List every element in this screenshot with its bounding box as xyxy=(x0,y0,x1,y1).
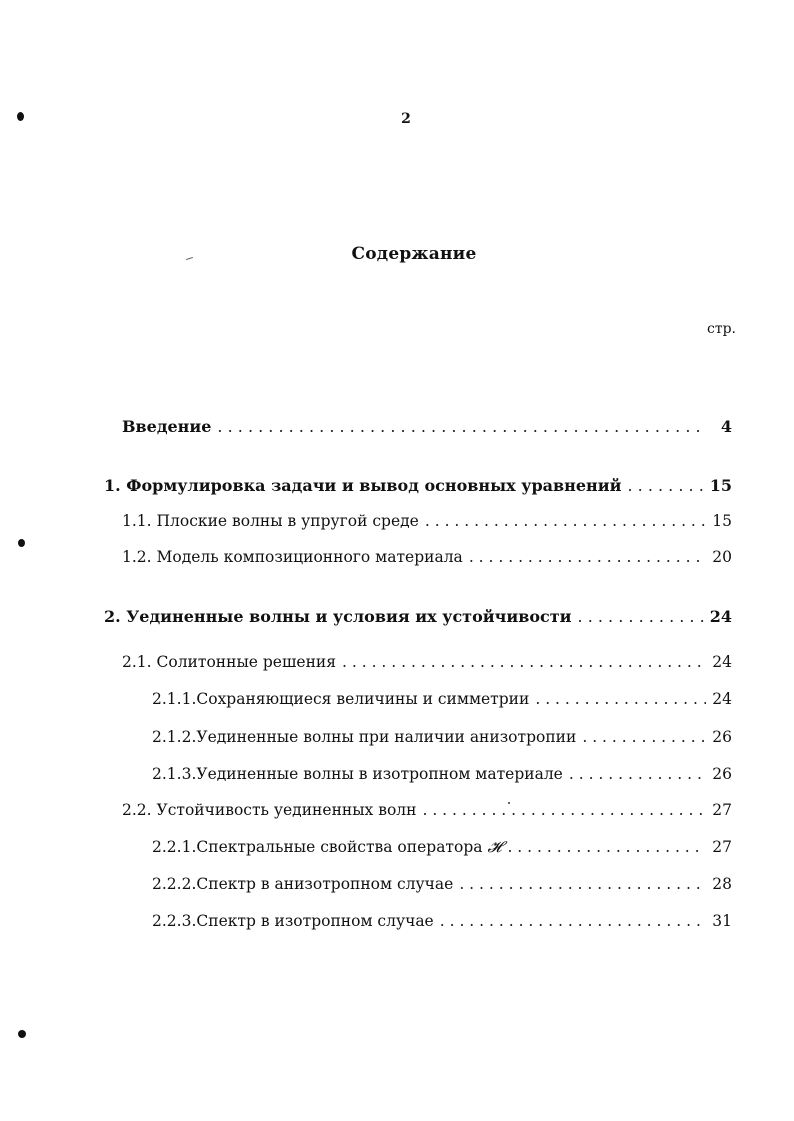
toc-entry-section-1-2[interactable] xyxy=(122,548,732,570)
dot-leader xyxy=(578,607,706,626)
toc-entry-page: 31 xyxy=(712,912,732,930)
toc-entry-section-2-2[interactable] xyxy=(122,801,732,823)
toc-entry-subsection-2-2-2[interactable] xyxy=(152,875,732,897)
toc-entry-title: Плоские волны в упругой среде xyxy=(156,512,419,530)
page-title: Содержание xyxy=(351,244,477,264)
dot-leader xyxy=(425,512,706,530)
toc-entry-title: Уединенные волны в изотропном материале xyxy=(196,765,563,783)
dot-leader xyxy=(507,838,706,856)
toc-entry-subsection-2-2-1[interactable] xyxy=(152,838,732,860)
page-column-label: стр. xyxy=(707,321,736,337)
toc-entry-number: 2.2. xyxy=(122,801,152,819)
scan-mark-middle xyxy=(18,539,25,547)
dot-leader xyxy=(569,765,706,783)
toc-entry-chapter-2[interactable] xyxy=(104,607,732,629)
toc-entry-title: Спектр в анизотропном случае xyxy=(196,875,454,893)
toc-entry-title: Сохраняющиеся величины и симметрии xyxy=(196,690,530,708)
dot-leader xyxy=(582,728,706,746)
dot-leader xyxy=(627,476,705,495)
toc-entry-number: 2.2.2. xyxy=(152,875,197,893)
toc-entry-number: 1.1. xyxy=(122,512,152,530)
toc-entry-page: 24 xyxy=(709,607,732,626)
toc-entry-title: Спектральные свойства оператора xyxy=(196,838,483,856)
page-number: 2 xyxy=(401,111,411,127)
toc-entry-introduction[interactable] xyxy=(122,417,732,439)
dot-leader xyxy=(217,417,706,436)
toc-entry-section-1-1[interactable] xyxy=(122,512,732,534)
toc-entry-number: 2.2.1. xyxy=(152,838,197,856)
toc-entry-number: 1. xyxy=(104,476,121,495)
toc-entry-title: Уединенные волны при наличии анизотропии xyxy=(196,728,577,746)
toc-entry-page: 27 xyxy=(712,801,732,819)
toc-entry-page: 15 xyxy=(709,476,732,495)
toc-entry-page: 26 xyxy=(712,728,732,746)
toc-entry-number: 2.1.3. xyxy=(152,765,197,783)
toc-entry-page: 20 xyxy=(712,548,732,566)
operator-h-symbol: 𝓗 xyxy=(487,838,502,856)
dot-leader xyxy=(459,875,706,893)
toc-entry-chapter-1[interactable] xyxy=(104,476,732,498)
dot-leader xyxy=(469,548,706,566)
toc-entry-title: Формулировка задачи и вывод основных уравнений xyxy=(126,476,622,495)
toc-entry-title: Солитонные решения xyxy=(156,653,337,671)
dot-leader xyxy=(422,801,706,819)
toc-entry-title: Устойчивость уединенных волн xyxy=(156,801,417,819)
toc-entry-number: 2.1. xyxy=(122,653,152,671)
dot-leader xyxy=(342,653,706,671)
toc-entry-title: Введение xyxy=(122,417,212,436)
toc-entry-subsection-2-2-3[interactable] xyxy=(152,912,732,934)
toc-entry-page: 24 xyxy=(712,690,732,708)
toc-entry-number: 2.2.3. xyxy=(152,912,197,930)
toc-entry-subsection-2-1-1[interactable] xyxy=(152,690,732,712)
dot-leader xyxy=(535,690,706,708)
toc-entry-number: 1.2. xyxy=(122,548,152,566)
toc-entry-subsection-2-1-2[interactable] xyxy=(152,728,732,750)
toc-entry-subsection-2-1-3[interactable] xyxy=(152,765,732,787)
toc-entry-page: 26 xyxy=(712,765,732,783)
toc-entry-page: 4 xyxy=(720,417,732,436)
toc-entry-page: 28 xyxy=(712,875,732,893)
scan-mark-bottom xyxy=(18,1030,26,1038)
toc-entry-section-2-1[interactable] xyxy=(122,653,732,675)
toc-entry-number: 2. xyxy=(104,607,121,626)
toc-entry-title: Уединенные волны и условия их устойчивости xyxy=(126,607,572,626)
toc-entry-number: 2.1.2. xyxy=(152,728,197,746)
toc-entry-title: Модель композиционного материала xyxy=(156,548,463,566)
dot-leader xyxy=(440,912,706,930)
toc-entry-number: 2.1.1. xyxy=(152,690,197,708)
toc-entry-title: Спектр в изотропном случае xyxy=(196,912,434,930)
toc-entry-page: 27 xyxy=(712,838,732,856)
toc-entry-page: 24 xyxy=(712,653,732,671)
toc-entry-page: 15 xyxy=(712,512,732,530)
